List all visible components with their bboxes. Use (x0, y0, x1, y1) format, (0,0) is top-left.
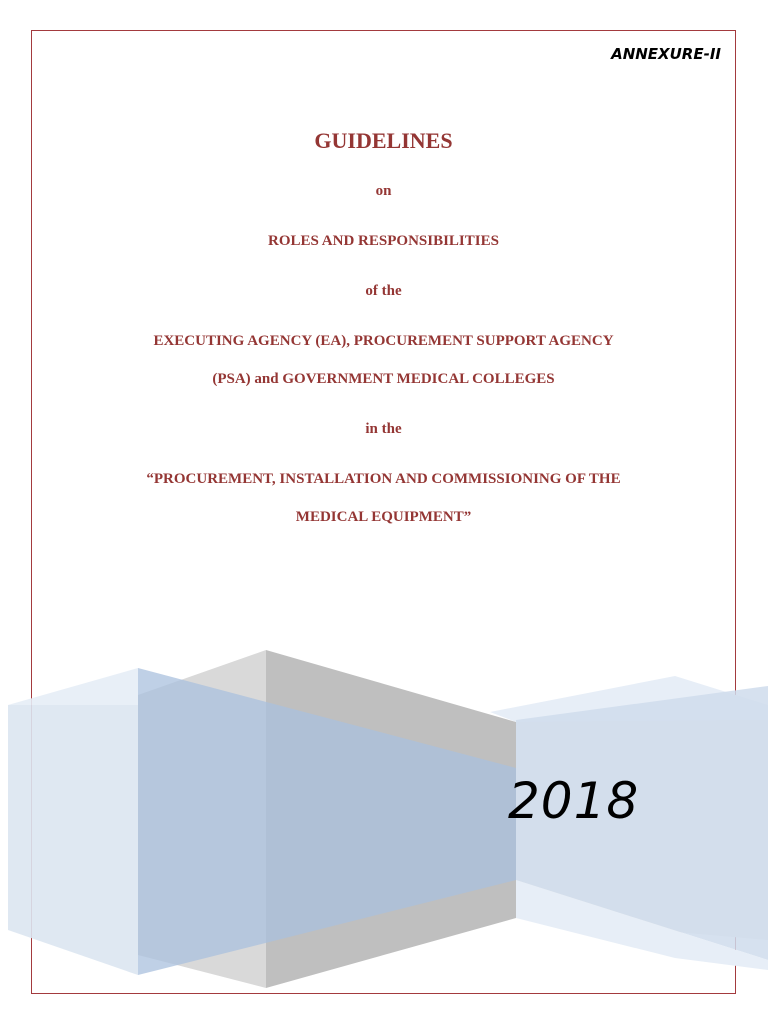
subtitle-of-the: of the (365, 283, 402, 299)
subtitle-roles: ROLES AND RESPONSIBILITIES (268, 233, 499, 249)
subtitle-project-line-1: “PROCUREMENT, INSTALLATION AND COMMISSIONING OF THE (146, 471, 621, 487)
annexure-label: ANNEXURE-II (611, 45, 721, 63)
subtitle-in-the: in the (365, 421, 402, 437)
decorative-banner (0, 640, 768, 1000)
deco-panel-left-blue-top (8, 668, 138, 705)
subtitle-project-line-2: MEDICAL EQUIPMENT” (295, 509, 472, 525)
deco-panel-left-blue (8, 705, 138, 975)
document-title: GUIDELINES (314, 128, 453, 153)
year-label: 2018 (508, 772, 640, 830)
subtitle-agency-line-1: EXECUTING AGENCY (EA), PROCUREMENT SUPPORT AGENCY (153, 333, 614, 349)
subtitle-agency-line-2: (PSA) and GOVERNMENT MEDICAL COLLEGES (212, 371, 555, 387)
subtitle-on: on (375, 183, 392, 199)
